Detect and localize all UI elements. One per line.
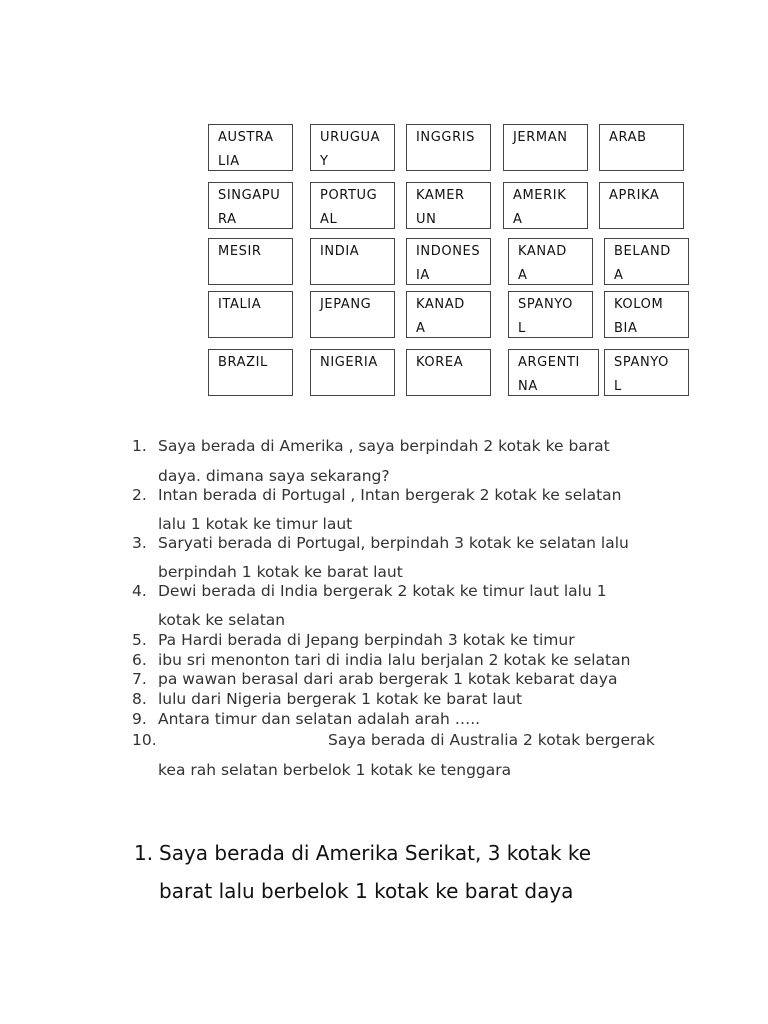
question-number: 4. — [132, 582, 147, 600]
grid-box: SINGAPU RA — [208, 182, 293, 229]
question-text: Dewi berada di India bergerak 2 kotak ke timur laut lalu 1 — [158, 582, 607, 600]
question-text: pa wawan berasal dari arab bergerak 1 kotak kebarat daya — [158, 670, 618, 689]
grid-box: KOREA — [406, 349, 491, 396]
question-item — [132, 651, 692, 671]
question-text: Saya berada di Amerika , saya berpindah 2 kotak ke barat — [158, 437, 610, 455]
question-text: Antara timur dan selatan adalah arah ….. — [158, 709, 481, 728]
grid-box: INDONES IA — [406, 238, 491, 285]
grid-box: BELAND A — [604, 238, 689, 285]
question-item — [132, 577, 692, 635]
grid-box: KANAD A — [508, 238, 593, 285]
question-number: 1. — [132, 437, 147, 455]
grid-box: ITALIA — [208, 291, 293, 338]
question-list — [132, 431, 692, 785]
question-number: 2. — [132, 486, 147, 504]
grid-box: ARGENTI NA — [508, 349, 599, 396]
question-number: 10. — [132, 730, 157, 749]
question-number: 3. — [132, 534, 147, 552]
answer-number: 1. — [134, 841, 154, 865]
question-text: Saryati berada di Portugal, berpindah 3 kotak ke selatan lalu — [158, 534, 629, 552]
grid-box: PORTUG AL — [310, 182, 395, 229]
grid-box: JEPANG — [310, 291, 395, 338]
question-text: Intan berada di Portugal , Intan bergerak 2 kotak ke selatan — [158, 486, 622, 504]
grid-box: URUGUA Y — [310, 124, 395, 171]
question-text: Saya berada di Australia 2 kotak bergerak — [328, 730, 655, 749]
answer-item — [134, 834, 694, 910]
question-text-continued: berpindah 1 kotak ke barat laut — [158, 563, 403, 581]
question-number: 5. — [132, 631, 147, 649]
grid-box: NIGERIA — [310, 349, 395, 396]
grid-box: ARAB — [599, 124, 684, 171]
question-text: ibu sri menonton tari di india lalu berjalan 2 kotak ke selatan — [158, 650, 631, 669]
grid-box: BRAZIL — [208, 349, 293, 396]
question-text-continued: kotak ke selatan — [158, 611, 286, 629]
question-number: 6. — [132, 650, 147, 669]
grid-box: INDIA — [310, 238, 395, 285]
grid-box: AMERIK A — [503, 182, 588, 229]
question-number: 7. — [132, 670, 147, 689]
grid-box: KOLOM BIA — [604, 291, 689, 338]
question-item — [132, 690, 692, 710]
grid-box: INGGRIS — [406, 124, 491, 171]
question-text-continued: daya. dimana saya sekarang? — [158, 467, 390, 485]
question-text: lulu dari Nigeria bergerak 1 kotak ke barat laut — [158, 690, 523, 709]
question-number: 8. — [132, 690, 147, 709]
question-text-continued: kea rah selatan berbelok 1 kotak ke tenggara — [158, 760, 512, 779]
question-text-continued: lalu 1 kotak ke timur laut — [158, 515, 353, 533]
question-text: Pa Hardi berada di Jepang berpindah 3 kotak ke timur — [158, 631, 575, 649]
question-item — [132, 631, 692, 651]
grid-box: APRIKA — [599, 182, 684, 229]
grid-box: JERMAN — [503, 124, 588, 171]
grid-box: SPANYO L — [604, 349, 689, 396]
answer-text-continued: barat lalu berbelok 1 kotak ke barat daya — [159, 879, 574, 903]
grid-box: MESIR — [208, 238, 293, 285]
question-item — [132, 670, 692, 690]
grid-box: KANAD A — [406, 291, 491, 338]
grid-box: AUSTRA LIA — [208, 124, 293, 171]
question-number: 9. — [132, 709, 147, 728]
grid-box: SPANYO L — [508, 291, 593, 338]
question-item — [132, 725, 692, 785]
grid-box: KAMER UN — [406, 182, 491, 229]
answer-text: Saya berada di Amerika Serikat, 3 kotak ke — [159, 841, 592, 865]
